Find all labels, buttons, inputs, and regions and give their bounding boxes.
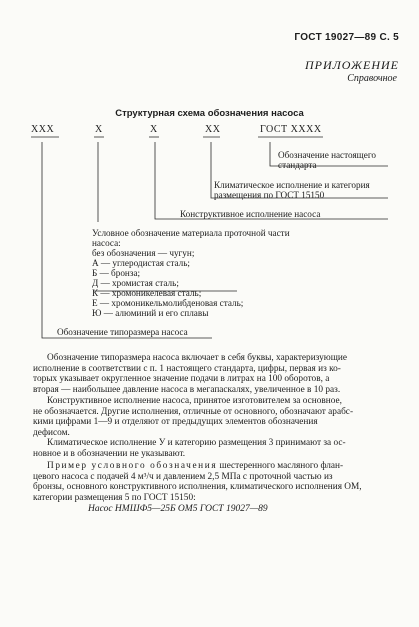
label-design: Конструктивное исполнение насоса [180, 209, 321, 219]
example-designation: Насос НМШФ5—25Б ОМ5 ГОСТ 19027—89 [88, 504, 268, 514]
label-climate-line2: размещения по ГОСТ 15150 [214, 190, 325, 200]
example-lead: Пример условного обозначения [47, 461, 218, 471]
code-material: X [95, 124, 103, 135]
material-item: Е — хромоникельмолибденовая сталь; [92, 298, 244, 308]
paragraph-design-description [33, 396, 395, 439]
material-item: Ю — алюминий и его сплавы [92, 308, 209, 318]
body-line: бронзы, основного конструктивного исполнения, климатического исполнения ОМ, [33, 482, 362, 493]
body-line: Климатическое исполнение У и категорию размещения 3 принимают за ос- [47, 438, 346, 448]
code-design: X [150, 124, 158, 135]
label-size: Обозначение типоразмера насоса [57, 327, 188, 337]
body-line: шестеренного масляного флан- [217, 461, 344, 471]
body-line: торых указывает округленное значение подачи в литрах на 100 оборотов, а [33, 374, 330, 385]
body-line: новное и в обозначении не указывают. [33, 448, 186, 459]
material-item: А — углеродистая сталь; [92, 258, 190, 268]
body-line: исполнение в соответствии с п. 1 настоящего стандарта, цифры, первая из ко- [33, 363, 341, 374]
material-item: К — хромоникелевая сталь; [92, 288, 202, 298]
material-title-line2: насоса: [92, 238, 121, 248]
body-line: вторая — наибольшее давление насоса в мегапаскалях, увеличенное в 10 раз. [33, 385, 341, 396]
body-line: цевого насоса с подачей 4 м³/ч и давлением 2,5 МПа с проточной частью из [33, 471, 333, 482]
scheme-title: Структурная схема обозначения насоса [115, 108, 304, 119]
label-climate-line1: Климатическое исполнение и категория [214, 180, 370, 190]
body-line: Обозначение типоразмера насоса включает в себя буквы, характеризующие [47, 353, 348, 363]
code-size: XXX [31, 124, 55, 135]
paragraph-climate-description [33, 438, 395, 459]
body-line: не обозначается. Другие исполнения, отличные от основного, обозначают арабс- [33, 406, 354, 417]
paragraph-example [33, 461, 395, 504]
material-title-line1: Условное обозначение материала проточной части [92, 228, 290, 238]
material-item: Б — бронза; [92, 268, 141, 278]
body-line: дефисом. [33, 428, 70, 439]
code-climate: XX [205, 124, 221, 135]
standard-header: ГОСТ 19027—89 С. 5 [294, 32, 399, 43]
paragraph-size-description [33, 353, 395, 396]
body-line: кими цифрами 1—9 и отделяют от предыдущих элементов обозначения [33, 417, 318, 428]
code-standard: ГОСТ XXXX [260, 124, 322, 135]
label-standard-line2: стандарта [278, 160, 317, 170]
appendix-label: ПРИЛОЖЕНИЕ [305, 58, 399, 72]
body-line: категории размещения 5 по ГОСТ 15150: [33, 493, 196, 504]
label-standard-line1: Обозначение настоящего [278, 150, 376, 160]
material-item: Д — хромистая сталь; [92, 278, 179, 288]
appendix-reference: Справочное [347, 73, 397, 84]
body-line: Конструктивное исполнение насоса, принятое изготовителем за основное, [47, 396, 342, 406]
material-item: без обозначения — чугун; [92, 248, 195, 258]
